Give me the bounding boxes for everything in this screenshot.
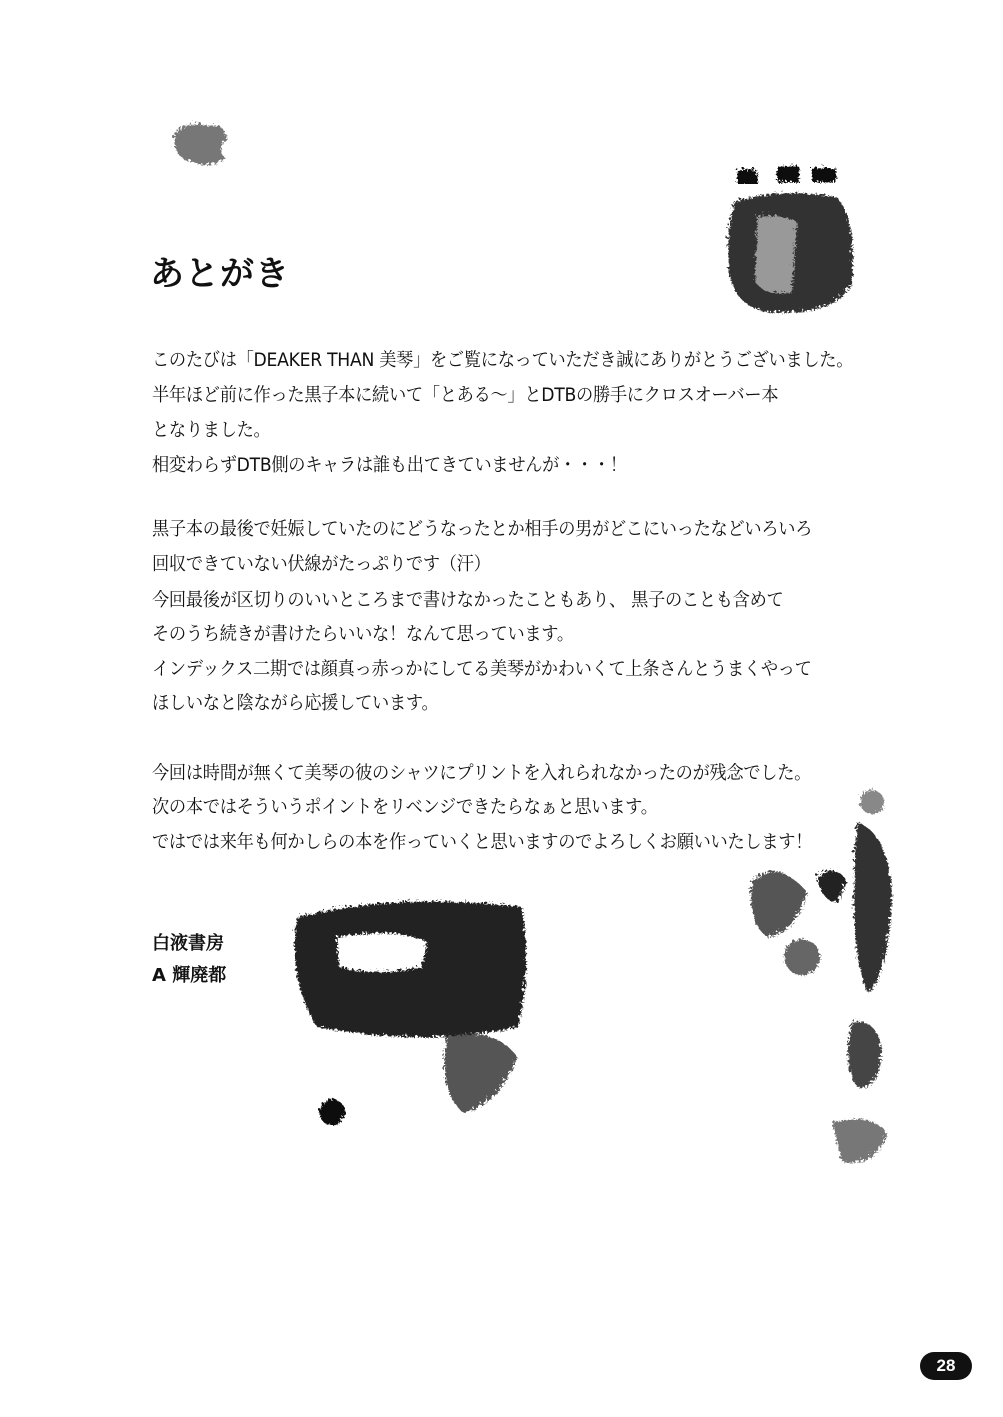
text-line: となりました。 [152,420,271,441]
page-title: あとがき [150,254,290,294]
text-line: このたびは「DEAKER THAN 美琴」をご覧になっていただき誠にありがとうございました。 [152,350,854,371]
text-line: ほしいなと陰ながら応援しています。 [152,693,439,714]
brush-stroke-decoration [165,112,235,172]
page-number: 28 [920,1352,972,1380]
text-line: 今回最後が区切りのいいところまで書けなかったこともあり、 黒子のことも含めて [152,590,784,611]
text-line: 半年ほど前に作った黒子本に続いて「とある～」とDTBの勝手にクロスオーバー本 [152,385,779,406]
text-line: インデックス二期では顔真っ赤っかにしてる美琴がかわいくて上条さんとうまくやって [152,659,812,680]
text-line: 黒子本の最後で妊娠していたのにどうなったとか相手の男がどこにいったなどいろいろ [152,519,813,540]
brush-stroke-decoration [275,885,535,1135]
text-line: そのうち続きが書けたらいいな！なんて思っています。 [152,624,574,645]
circle-name: 白液書房 [152,933,224,954]
text-line: 今回は時間が無くて美琴の彼のシャツにプリントを入れられなかったのが残念でした。 [152,763,812,784]
text-line: 回収できていない伏線がたっぷりです（汗） [152,554,491,575]
text-line: 相変わらずDTB側のキャラは誰も出てきていませんが・・・！ [152,455,627,476]
brush-stroke-decoration [715,160,865,330]
text-line: ではでは来年も何かしらの本を作っていくと思いますのでよろしくお願いいたします！ [152,832,813,853]
author-name: A 輝廃都 [152,965,227,986]
text-line: 次の本ではそういうポイントをリベンジできたらなぁと思います。 [152,797,658,818]
